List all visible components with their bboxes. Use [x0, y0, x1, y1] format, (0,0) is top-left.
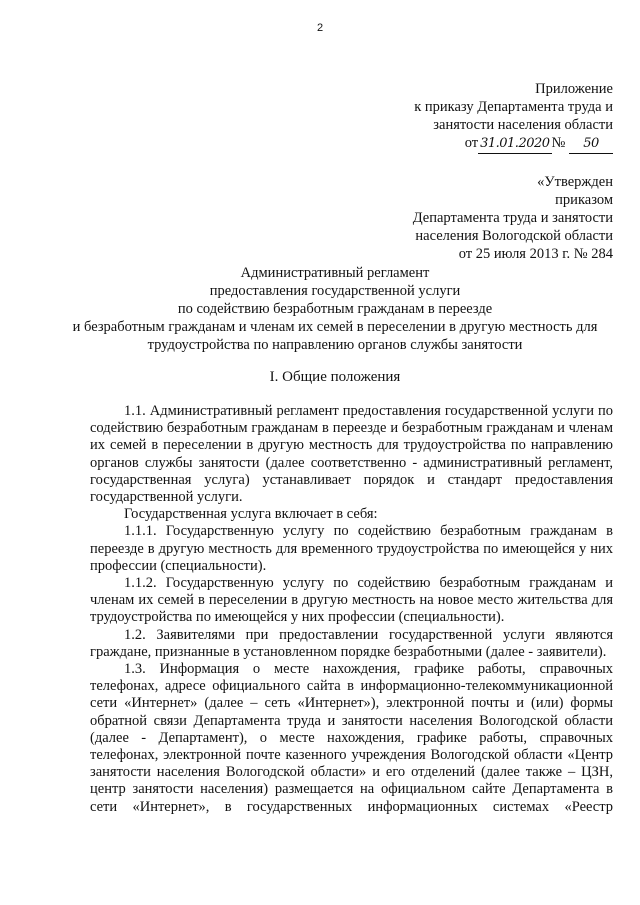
- appendix-line-2: к приказу Департамента труда и: [414, 99, 613, 115]
- approval-line-3: Департамента труда и занятости: [412, 210, 613, 226]
- approval-line-4: населения Вологодской области: [415, 228, 613, 244]
- regulation-title-line-1: Административный регламент: [240, 265, 430, 281]
- paragraph: 1.1. Административный регламент предоставления государственной услуги по содействию безработным гражданам в переезде и безработным гражданам и членам их семей в переселении в другую местность для трудоустройства по направлению органов службы занятости (далее соответственно - административный регламент, государственная услуга) устанавливает порядок и стандарт предоставления государственной услуги.: [90, 403, 613, 506]
- regulation-title-line-5: трудоустройства по направлению органов службы занятости: [147, 337, 523, 353]
- paragraph: 1.1.1. Государственную услугу по содействию безработным гражданам в переезде в другую местность для временного трудоустройства по имеющейся у них профессии (специальности).: [90, 523, 613, 574]
- paragraph: Государственная услуга включает в себя:: [124, 506, 378, 523]
- handwritten-number: 50: [569, 135, 613, 154]
- section-title: I. Общие положения: [269, 369, 401, 385]
- appendix-date-line: [300, 134, 613, 154]
- page-number: 2: [316, 22, 324, 34]
- regulation-title: [40, 264, 630, 354]
- approval-line-2: приказом: [555, 192, 613, 208]
- appendix-line-3: занятости населения области: [433, 117, 613, 133]
- appendix-block: [300, 80, 613, 154]
- appendix-line-1: Приложение: [535, 81, 613, 97]
- body-text: [90, 403, 613, 816]
- regulation-title-line-2: предоставления государственной услуги: [209, 283, 461, 299]
- approval-line-5: от 25 июля 2013 г. № 284: [458, 246, 613, 262]
- approval-line-1: «Утвержден: [537, 174, 613, 190]
- regulation-title-line-3: по содействию безработным гражданам в переезде: [177, 301, 493, 317]
- regulation-title-line-4: и безработным гражданам и членам их семей в переселении в другую местность для: [72, 319, 598, 335]
- number-sign: №: [551, 135, 566, 151]
- handwritten-date: 31.01.2020: [478, 135, 551, 154]
- approval-block: [300, 173, 613, 263]
- date-prefix: от: [464, 135, 479, 151]
- paragraph: 1.1.2. Государственную услугу по содействию безработным гражданам и членам их семей в переселении в другую местность на новое место жительства для трудоустройства по имеющейся у них профессии (специальности).: [90, 575, 613, 626]
- paragraph: 1.2. Заявителями при предоставлении государственной услуги являются граждане, признанные в установленном порядке безработными (далее - заявители).: [90, 626, 613, 660]
- paragraph: 1.3. Информация о месте нахождения, графике работы, справочных телефонах, адресе официального сайта в информационно-телекоммуникационной сети «Интернет» (далее – сеть «Интернет»), электронной почты и (или) формы обратной связи Департамента труда и занятости населения Вологодской области (далее - Департамент), о месте нахождения, графике работы, справочных телефонах, электронной почте казенного учреждения Вологодской области «Центр занятости населения Вологодской области» и его отделений (далее также – ЦЗН, центр занятости населения) размещается на официальном сайте Департамента в сети «Интернет», в государственных информационных системах «Реестр: [90, 661, 613, 815]
